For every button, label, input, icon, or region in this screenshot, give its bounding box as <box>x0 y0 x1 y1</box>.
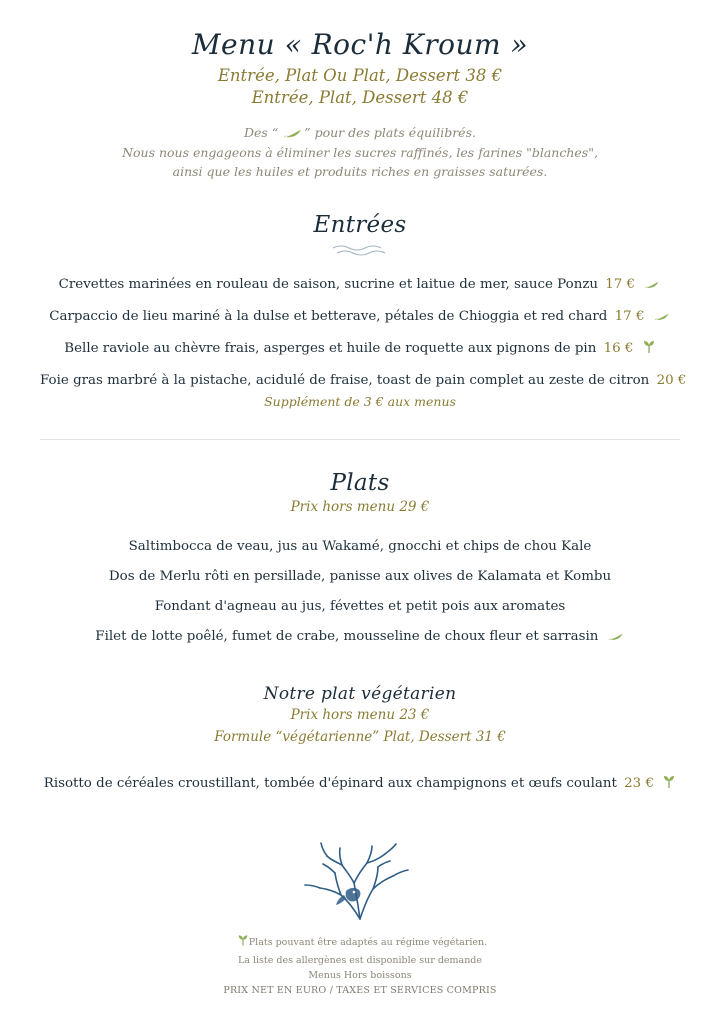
section-plats-subtitle: Prix hors menu 29 € <box>290 499 430 516</box>
dish-name: Foie gras marbré à la pistache, acidulé de fraise, toast de pain complet au zeste de citron <box>40 373 650 389</box>
list-item <box>40 302 680 334</box>
dish-price: 23 € <box>624 776 654 792</box>
section-vegetarien-subtitle-1: Prix hors menu 23 € <box>290 707 430 724</box>
footer-vegetarian-note: Plats pouvant être adaptés au régime végétarien. <box>248 937 488 949</box>
menu-price-line-2: Entrée, Plat, Dessert 48 € <box>251 88 469 108</box>
intro-line-2: Nous nous engageons à éliminer les sucres raffinés, les farines "blanches", <box>122 145 598 161</box>
plats-dish-list <box>40 532 680 654</box>
menu-footer <box>40 934 680 998</box>
menu-price-line-1: Entrée, Plat Ou Plat, Dessert 38 € <box>217 66 503 85</box>
section-divider <box>40 439 680 440</box>
menu-header <box>40 28 680 182</box>
footer-allergens-note: La liste des allergènes est disponible sur demande <box>237 954 483 966</box>
dish-name: Crevettes marinées en rouleau de saison, sucrine et laitue de mer, sauce Ponzu <box>58 276 598 292</box>
dish-name: Fondant d'agneau au jus, févettes et petit pois aux aromates <box>154 599 566 614</box>
dish-name: Risotto de céréales croustillant, tombée d'épinard aux champignons et œufs coulant <box>43 776 617 792</box>
section-entrees-head <box>40 212 680 256</box>
section-vegetarien-head <box>40 684 680 747</box>
section-plats-head <box>40 470 680 518</box>
wave-divider-icon <box>331 244 389 256</box>
sprout-icon <box>662 775 676 796</box>
intro-line-1-after: ” pour des plats équilibrés. <box>304 124 476 140</box>
leaf-icon <box>282 126 304 145</box>
dish-name: Dos de Merlu rôti en persillade, panisse aux olives de Kalamata et Kombu <box>108 568 612 584</box>
page-title: Menu « Roc'h Kroum » <box>191 28 529 61</box>
leaf-icon <box>643 277 661 297</box>
sprout-icon <box>642 340 656 361</box>
footer-line-1 <box>40 934 680 952</box>
coral-icon <box>300 835 420 921</box>
dish-price: 17 € <box>614 308 645 324</box>
list-item <box>40 532 680 562</box>
dish-name: Filet de lotte poêlé, fumet de crabe, mousseline de choux fleur et sarrasin <box>95 629 599 645</box>
dish-price: 16 € <box>603 341 634 356</box>
leaf-icon <box>607 629 625 649</box>
intro-line-3: ainsi que les huiles et produits riches en graisses saturées. <box>172 164 548 180</box>
list-item <box>40 366 687 396</box>
section-plats-title: Plats <box>330 470 390 497</box>
menu-intro <box>40 124 680 182</box>
vegetarien-dish-list <box>40 769 680 801</box>
list-item <box>40 334 680 366</box>
entrees-supplement-note: Supplément de 3 € aux menus <box>264 394 456 410</box>
coral-illustration <box>40 835 680 926</box>
list-item <box>40 622 680 654</box>
list-item <box>40 270 680 302</box>
intro-line-1-before: Des “ <box>244 124 279 140</box>
sprout-icon <box>237 934 249 952</box>
dish-price: 20 € <box>656 373 687 389</box>
list-item <box>40 562 680 592</box>
section-vegetarien-title: Notre plat végétarien <box>263 684 457 705</box>
section-vegetarien <box>40 684 680 801</box>
section-entrees-title: Entrées <box>313 211 407 238</box>
section-plats <box>40 470 680 654</box>
dish-name: Belle raviole au chèvre frais, asperges et huile de roquette aux pignons de pin <box>64 341 597 356</box>
intro-line-1 <box>40 124 680 145</box>
dish-price: 17 € <box>605 276 636 292</box>
dish-name: Saltimbocca de veau, jus au Wakamé, gnocchi et chips de chou Kale <box>128 538 592 554</box>
section-entrees <box>40 211 687 440</box>
list-item <box>40 592 680 622</box>
dish-name: Carpaccio de lieu mariné à la dulse et betterave, pétales de Chioggia et red chard <box>49 308 608 324</box>
leaf-icon <box>653 309 671 329</box>
entrees-dish-list <box>40 270 687 413</box>
footer-legal-note: PRIX NET EN EURO / TAXES ET SERVICES COMPRIS <box>223 985 497 997</box>
section-vegetarien-subtitle-2: Formule “végétarienne” Plat, Dessert 31 € <box>214 728 506 745</box>
footer-drinks-note: Menus Hors boissons <box>308 969 412 981</box>
list-item <box>40 769 680 801</box>
